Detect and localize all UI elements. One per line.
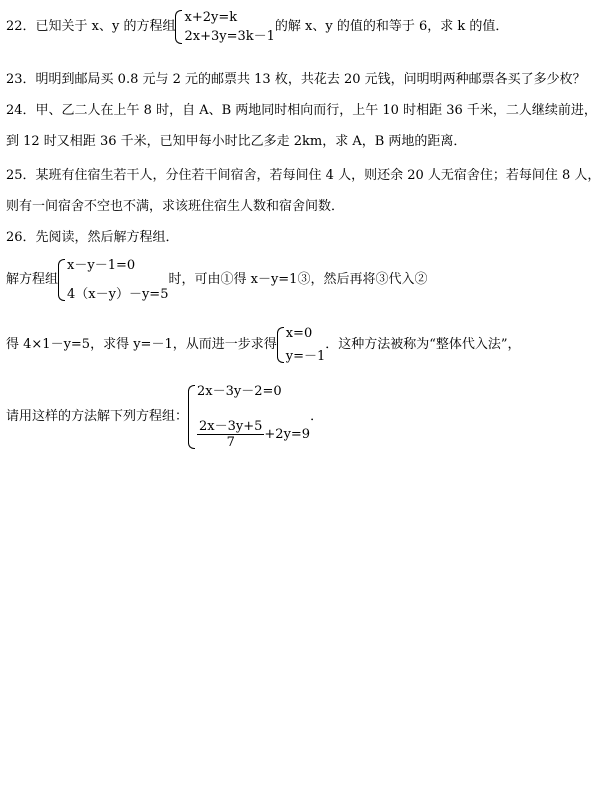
question-24-line1: 24．甲、乙二人在上午 8 时，自 A、B 两地同时相向而行，上午 10 时相距 36 千米，二人继续前进， xyxy=(6,103,597,118)
q26-solution-eq1: x=0 xyxy=(285,326,313,341)
q26-solution-eq2: y=－1 xyxy=(285,349,326,364)
q26-example-system xyxy=(58,258,168,302)
brace-icon xyxy=(188,385,195,449)
q26-solution xyxy=(6,326,521,364)
q26-task-eq2 xyxy=(197,419,310,450)
q26-task-suffix: ． xyxy=(310,409,324,424)
question-24-line2: 到 12 时又相距 36 千米，已知甲每小时比乙多走 2km，求 A，B 两地的距离． xyxy=(6,134,467,149)
fraction-denominator: 7 xyxy=(226,435,235,450)
question-25-line1: 25．某班有住宿生若干人，分住若干间宿舍，若每间住 4 人，则还余 20 人无宿舍住；若每间住 8 人， xyxy=(6,168,601,183)
q26-task-system xyxy=(188,384,310,450)
q26-task xyxy=(6,384,323,450)
q26-solution-prefix: 得 4×1－y=5，求得 y=－1，从而进一步求得 xyxy=(6,337,277,352)
q26-solution-system xyxy=(277,326,326,364)
q22-suffix: 的解 x、y 的值的和等于 6，求 k 的值． xyxy=(274,19,509,34)
q22-prefix: 22．已知关于 x、y 的方程组 xyxy=(6,19,176,34)
brace-icon xyxy=(175,10,182,44)
fraction-numerator: 2x－3y+5 xyxy=(199,419,263,434)
q26-task-prefix: 请用这样的方法解下列方程组： xyxy=(6,409,189,424)
q26-solution-suffix: ．这种方法被称为“整体代入法”， xyxy=(325,337,521,352)
q26-task-fraction xyxy=(197,419,264,450)
q22-system xyxy=(175,10,274,44)
brace-icon xyxy=(277,327,284,363)
q26-example-suffix: 时，可由①得 x－y=1③，然后再将③代入② xyxy=(168,272,428,287)
brace-icon xyxy=(58,259,65,301)
q26-task-eq1: 2x－3y－2=0 xyxy=(197,384,282,399)
q26-example xyxy=(6,258,427,302)
q26-task-eq2-rest: +2y=9 xyxy=(264,427,311,442)
q22-eq1: x+2y=k xyxy=(184,10,238,25)
q26-example-eq2: 4（x－y）－y=5 xyxy=(67,287,169,302)
question-22 xyxy=(6,10,508,44)
question-26-intro: 26．先阅读，然后解方程组． xyxy=(6,230,179,245)
q22-eq2: 2x+3y=3k－1 xyxy=(184,29,275,44)
q26-example-prefix: 解方程组 xyxy=(6,272,59,287)
question-23: 23．明明到邮局买 0.8 元与 2 元的邮票共 13 枚，共花去 20 元钱，问明明两种邮票各买了多少枚？ xyxy=(6,72,586,87)
q26-example-eq1: x－y－1=0 xyxy=(67,258,136,273)
question-25-line2: 则有一间宿舍不空也不满，求该班住宿生人数和宿舍间数． xyxy=(6,199,345,214)
